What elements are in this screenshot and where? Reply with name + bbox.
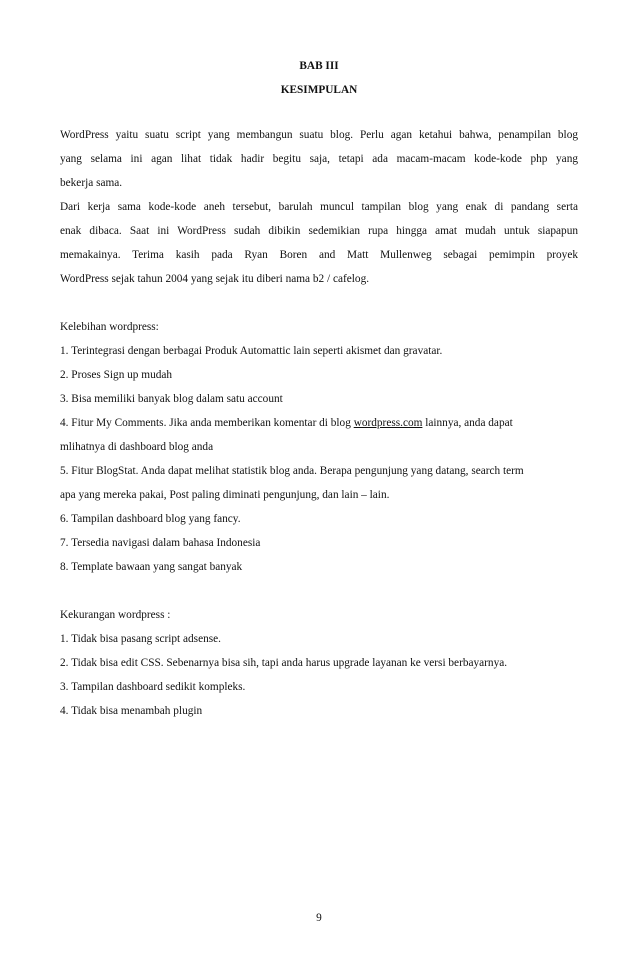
kelebihan-item-8: 8. Template bawaan yang sangat banyak [60, 561, 243, 573]
kelebihan-item-2: 2. Proses Sign up mudah [60, 369, 173, 381]
wordpress-com-link[interactable]: wordpress.com [353, 417, 423, 429]
kekurangan-title: Kekurangan wordpress : [60, 609, 171, 621]
intro-line-5: enak dibaca. Saat ini WordPress sudah dibikin sedemikian rupa hingga amat mudah untuk siapapun [60, 225, 578, 237]
kelebihan-item-4-text-end: lainnya, anda dapat [422, 417, 513, 429]
kelebihan-item-4 [60, 416, 578, 430]
chapter-title: KESIMPULAN [280, 84, 358, 96]
kekurangan-item-1: 1. Tidak bisa pasang script adsense. [60, 633, 221, 645]
kekurangan-item-2: 2. Tidak bisa edit CSS. Sebenarnya bisa sih, tapi anda harus upgrade layanan ke versi berbayarnya. [60, 657, 508, 669]
kelebihan-item-6: 6. Tampilan dashboard blog yang fancy. [60, 513, 241, 525]
intro-line-2: yang selama ini agan lihat tidak hadir begitu saja, tetapi ada macam-macam kode-kode php yang [60, 153, 578, 165]
kekurangan-item-4: 4. Tidak bisa menambah plugin [60, 705, 203, 717]
kelebihan-item-4-cont: mlihatnya di dashboard blog anda [60, 441, 214, 453]
kelebihan-item-7: 7. Tersedia navigasi dalam bahasa Indonesia [60, 537, 261, 549]
kelebihan-item-5-cont: apa yang mereka pakai, Post paling diminati pengunjung, dan lain – lain. [60, 489, 390, 501]
intro-line-6: memakainya. Terima kasih pada Ryan Boren and Matt Mullenweg sebagai pemimpin proyek [60, 249, 578, 261]
page-number: 9 [316, 912, 322, 924]
chapter-heading: BAB III [299, 60, 339, 72]
kelebihan-item-3: 3. Bisa memiliki banyak blog dalam satu account [60, 393, 283, 405]
kelebihan-item-1: 1. Terintegrasi dengan berbagai Produk Automattic lain seperti akismet dan gravatar. [60, 345, 443, 357]
intro-line-1: WordPress yaitu suatu script yang membangun suatu blog. Perlu agan ketahui bahwa, penampilan blog [60, 129, 578, 141]
kelebihan-item-4-text: 4. Fitur My Comments. Jika anda memberikan komentar di blog [60, 417, 354, 429]
kelebihan-item-5: 5. Fitur BlogStat. Anda dapat melihat statistik blog anda. Berapa pengunjung yang datang, search term [60, 465, 524, 477]
kekurangan-item-3: 3. Tampilan dashboard sedikit kompleks. [60, 681, 246, 693]
intro-line-3: bekerja sama. [60, 177, 123, 189]
kelebihan-title: Kelebihan wordpress: [60, 321, 159, 333]
intro-line-7: WordPress sejak tahun 2004 yang sejak itu diberi nama b2 / cafelog. [60, 273, 370, 285]
intro-line-4: Dari kerja sama kode-kode aneh tersebut, barulah muncul tampilan blog yang enak di pandang serta [60, 201, 578, 213]
